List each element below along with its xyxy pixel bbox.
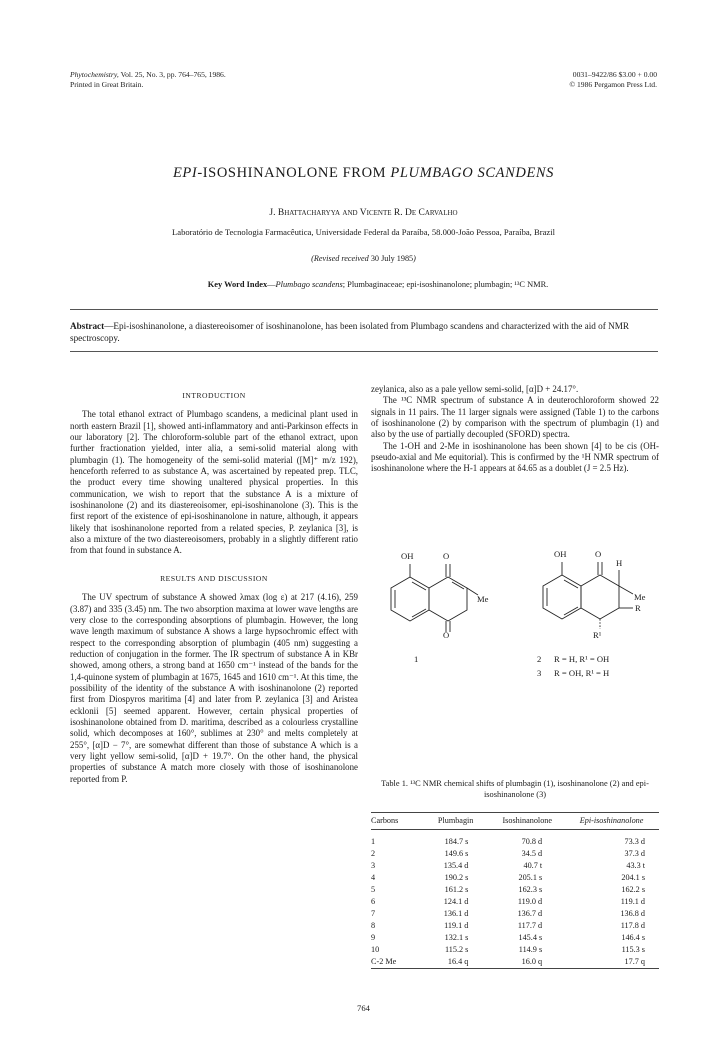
shift-cell: 205.1 s bbox=[518, 872, 543, 882]
shift-cell: 124.1 d bbox=[443, 897, 469, 907]
keywords: Key Word Index—Plumbago scandens; Plumbaginaceae; epi-isoshinanolone; plumbagin; ¹³C NMR. bbox=[207, 280, 549, 289]
structure-2-benzene-ring bbox=[543, 575, 581, 619]
shift-cell: 40.7 t bbox=[523, 860, 543, 870]
abstract-text: Epi-isoshinanolone, a diastereoisomer of isoshinanolone, has been isolated from Plumbago scandens and characterized with the aid of NMR spectroscopy. bbox=[70, 321, 630, 343]
authors: J. Bhattacharyya and Vicente R. De Carvalho bbox=[269, 208, 458, 218]
table-caption: Table 1. ¹³C NMR chemical shifts of plumbagin (1), isoshinanolone (2) and epi-isoshinanolone (3) bbox=[381, 779, 649, 799]
structure-label-1: 1 bbox=[414, 654, 419, 664]
keywords-species: Plumbago scandens bbox=[275, 280, 343, 289]
copyright-block bbox=[569, 70, 657, 90]
shift-cell: 17.7 q bbox=[624, 957, 645, 967]
structure-1-benzene-ring bbox=[391, 577, 429, 621]
fig1-me: Me bbox=[477, 594, 489, 604]
shift-cell: 135.4 d bbox=[443, 860, 469, 870]
shift-cell: 190.2 s bbox=[444, 872, 469, 882]
fig1-o-bottom: O bbox=[443, 630, 450, 640]
shift-cell: 34.5 d bbox=[521, 848, 543, 858]
carbon-cell: C-2 Me bbox=[371, 957, 397, 967]
structure-label-3: 3 bbox=[537, 668, 542, 678]
shift-cell: 73.3 d bbox=[624, 836, 645, 846]
carbon-cell: 9 bbox=[371, 933, 376, 943]
right-paragraph-3: The 1-OH and 2-Me in isoshinanolone has been shown [4] to be cis (OH-pseudo-axial and Me equitorial). This is confirmed by the ¹H NMR spectrum of isoshinanolone where the H-1 appears at δ4.65 as a doublet (J = 2.5 Hz). bbox=[371, 440, 659, 474]
fig1-oh: OH bbox=[401, 551, 414, 561]
copyright-notice: © 1986 Pergamon Press Ltd. bbox=[569, 80, 657, 89]
abstract: Abstract—Epi-isoshinanolone, a diastereoisomer of isoshinanolone, has been isolated from Plumbago scandens and characterized with the aid of NMR spectroscopy. bbox=[70, 321, 630, 343]
fig2-r1: R¹ bbox=[593, 630, 602, 640]
shift-cell: 70.8 d bbox=[521, 836, 543, 846]
table-row bbox=[371, 883, 659, 895]
title-mid: -ISOSHINANOLONE FROM bbox=[197, 165, 391, 181]
fig1-o-top: O bbox=[443, 551, 450, 561]
shift-cell: 145.4 s bbox=[518, 933, 543, 943]
nmr-table bbox=[371, 812, 659, 969]
col-header: Plumbagin bbox=[437, 816, 474, 825]
table-row bbox=[371, 944, 659, 956]
shift-cell: 149.6 s bbox=[444, 848, 469, 858]
carbon-cell: 7 bbox=[371, 909, 376, 919]
received-label: Revised received bbox=[313, 254, 369, 263]
col-header: Isoshinanolone bbox=[502, 816, 553, 825]
carbon-cell: 10 bbox=[371, 945, 380, 955]
right-paragraph-1: zeylanica, also as a pale yellow semi-solid, [α]D + 24.17°. bbox=[371, 384, 579, 394]
shift-cell: 16.0 q bbox=[521, 957, 543, 967]
abstract-label: Abstract bbox=[70, 321, 105, 331]
fig2-r: R bbox=[635, 603, 641, 613]
structure-label-2: 2 bbox=[537, 654, 542, 664]
shift-cell: 146.4 s bbox=[621, 933, 645, 943]
table-row bbox=[371, 908, 659, 920]
carbon-cell: 2 bbox=[371, 848, 376, 858]
table-row bbox=[371, 920, 659, 932]
carbon-cell: 3 bbox=[371, 860, 376, 870]
shift-cell: 136.8 d bbox=[620, 909, 645, 919]
table-row bbox=[371, 895, 659, 907]
results-paragraph: The UV spectrum of substance A showed λmax (log ε) at 217 (4.16), 259 (3.87) and 335 (3.45) nm. The two absorption maxima at lower wave lengths are very close to the corresponding absorptions of plumbagin. However, the long wave length maximum of substance A shows a large hypsochromic effect with respect to the corresponding absorption of plumbagin (405 nm) suggesting a reduction of conjugation in the former. The IR spectrum of substance A in KBr showed, among others, a strong band at 1650 cm⁻¹ instead of the bands for the 1,4-quinone system of plumbagin at 1675, 1645 and 1610 cm⁻¹. At this time, the possibility of the identity of the substance A with isoshinanolone (2) reported first from Diospyros maritima [4] and later from P. zeylanica [3] and Aristea ecklonii [5] seemed apparent. However, certain physical properties of isoshinanolone obtained from D. maritima, described as a colourless crystalline solid, which decomposes at 160°, sublimes at 230° and melts completely at 255°, [α]D − 7°, are somewhat different than those of substance A which is a very light yellow semi-solid, [α]D + 19.7°. On the other hand, the physical properties of substance A match more closely with those of isoshinanolone reported from P. bbox=[70, 592, 358, 784]
table-row bbox=[371, 859, 659, 871]
table-row bbox=[371, 847, 659, 859]
issn-code: 0031–9422/86 $3.00 + 0.00 bbox=[572, 70, 657, 79]
shift-cell: 132.1 s bbox=[444, 933, 469, 943]
shift-cell: 114.9 s bbox=[518, 945, 543, 955]
table-row bbox=[371, 956, 659, 969]
shift-cell: 37.3 d bbox=[624, 848, 645, 858]
carbon-cell: 8 bbox=[371, 921, 376, 931]
table-row bbox=[371, 871, 659, 883]
shift-cell: 119.1 d bbox=[620, 897, 645, 907]
affiliation: Laboratório de Tecnologia Farmacêutica, Universidade Federal da Paraíba, 58.000-João Pessoa, Paraíba, Brazil bbox=[172, 227, 555, 237]
shift-cell: 136.7 d bbox=[517, 909, 543, 919]
shift-cell: 161.2 s bbox=[444, 884, 469, 894]
table-row bbox=[371, 932, 659, 944]
col-header: Epi-isoshinanolone bbox=[579, 816, 644, 825]
received-date: (Revised received 30 July 1985) bbox=[311, 254, 416, 263]
received-value: 30 July 1985 bbox=[370, 254, 414, 263]
keywords-label: Key Word Index bbox=[207, 280, 268, 289]
table-row bbox=[371, 830, 659, 848]
citation-details: Vol. 25, No. 3, pp. 764–765, 1986. bbox=[120, 70, 226, 79]
carbon-cell: 6 bbox=[371, 897, 376, 907]
carbon-cell: 4 bbox=[371, 872, 376, 882]
shift-cell: 162.3 s bbox=[518, 884, 543, 894]
shift-cell: 115.3 s bbox=[621, 945, 645, 955]
right-column bbox=[371, 384, 659, 475]
printed-in: Printed in Great Britain. bbox=[70, 80, 144, 89]
right-paragraph-2: The ¹³C NMR spectrum of substance A in deuterochloroform showed 22 signals in 11 pairs. The 11 larger signals were assigned (Table 1) to the carbons of isoshinanolone (2) by comparison with the spectrum of plumbagin (1) and also by the use of partially decoupled (SFORD) spectra. bbox=[371, 395, 659, 440]
carbon-cell: 1 bbox=[371, 836, 376, 846]
shift-cell: 119.1 d bbox=[444, 921, 469, 931]
rule-bottom bbox=[70, 351, 658, 352]
chemical-structures-figure bbox=[371, 496, 659, 641]
intro-paragraph: The total ethanol extract of Plumbago scandens, a medicinal plant used in north eastern Brazil [1], showed anti-inflammatory and anti-Parkinson effects in our laboratory [2]. The chloroform-soluble part of the ethanol extract, upon further fractionation yielded, inter alia, a semi-solid material along with plumbagin (1). The homogeneity of the semi-solid material ([M]⁺ m/z 192), henceforth referred to as substance A, was ascertained by repeated prep. TLC, the product every time showing unaltered physical properties. In this communication, we wish to report that the substance A is a mixture of isoshinanolone (2) and its diastereoisomer, epi-isoshinanolone (3). This is the first report of the existence of epi-isoshinanolone in nature, although, it appears likely that isoshinanolone reported from a related species, P. zeylanica [3], is also a mixture of the two diastereoisomers, probably in a slightly different ratio from that found in substance A. bbox=[70, 409, 358, 556]
shift-cell: 43.3 t bbox=[626, 860, 645, 870]
shift-cell: 119.0 d bbox=[517, 897, 543, 907]
keywords-rest: Plumbaginaceae; epi-isoshinanolone; plumbagin; ¹³C NMR. bbox=[347, 280, 549, 289]
intro-heading: INTRODUCTION bbox=[182, 391, 246, 400]
title-species: PLUMBAGO SCANDENS bbox=[390, 165, 555, 181]
structure-def-2: R = H, R¹ = OH bbox=[554, 654, 610, 664]
shift-cell: 117.8 d bbox=[620, 921, 645, 931]
article-title bbox=[0, 165, 727, 182]
carbon-cell: 5 bbox=[371, 884, 376, 894]
rule-top bbox=[70, 309, 658, 310]
title-prefix: EPI bbox=[172, 165, 198, 181]
structure-drawings bbox=[371, 496, 659, 641]
fig2-o: O bbox=[595, 549, 602, 559]
shift-cell: 16.4 q bbox=[447, 957, 469, 967]
left-column bbox=[70, 390, 358, 785]
structure-def-3: R = OH, R¹ = H bbox=[554, 668, 610, 678]
shift-cell: 136.1 d bbox=[443, 909, 469, 919]
col-header: Carbons bbox=[371, 816, 399, 825]
shift-cell: 162.2 s bbox=[621, 884, 645, 894]
structure-1-quinone-ring bbox=[429, 577, 467, 621]
fig2-me: Me bbox=[634, 592, 646, 602]
journal-name: Phytochemistry, bbox=[70, 70, 119, 79]
table-header-row bbox=[371, 813, 659, 830]
fig2-oh: OH bbox=[554, 549, 567, 559]
shift-cell: 204.1 s bbox=[621, 872, 645, 882]
structure-2-cyclohexanone-ring bbox=[581, 575, 619, 619]
results-heading: RESULTS AND DISCUSSION bbox=[160, 573, 268, 583]
table-body bbox=[371, 830, 659, 969]
shift-cell: 115.2 s bbox=[444, 945, 469, 955]
page-number: 764 bbox=[357, 1003, 370, 1013]
shift-cell: 184.7 s bbox=[444, 836, 469, 846]
journal-citation bbox=[70, 70, 226, 90]
shift-cell: 117.7 d bbox=[517, 921, 543, 931]
fig2-h: H bbox=[616, 558, 623, 568]
